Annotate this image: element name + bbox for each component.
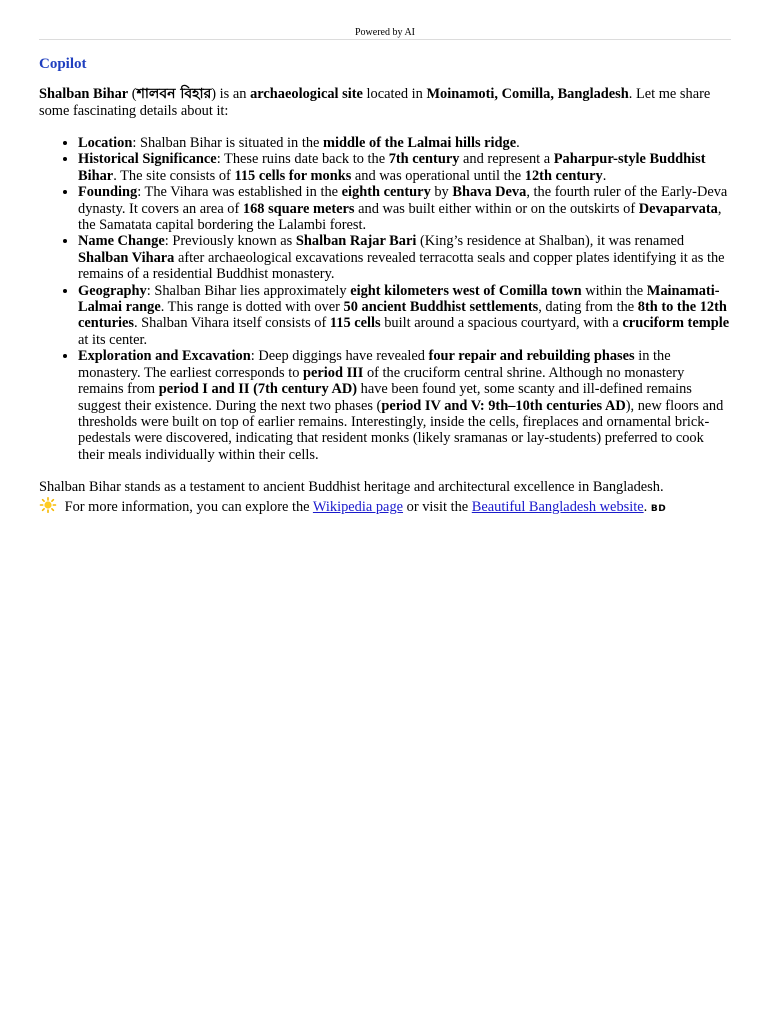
item-label: Name Change (78, 233, 165, 250)
item-text: in the monastery. The earliest corresponds to (78, 348, 671, 381)
item-bold: period IV and V: 9th–10th centuries AD (381, 397, 626, 414)
list-item-location (78, 135, 731, 151)
list-item-geography (78, 283, 731, 349)
intro-bold: Moinamoti, Comilla, Bangladesh (426, 86, 629, 102)
bangladesh-flag-icon: BD (650, 504, 667, 515)
intro-paragraph (39, 86, 731, 119)
item-bold: Bhava Deva (452, 184, 527, 201)
sun-icon (39, 497, 57, 513)
item-bold: Devaparvata (638, 200, 718, 217)
item-text: , dating from the (538, 299, 638, 316)
item-bold: 7th century (388, 151, 460, 168)
item-bold: 12th century (524, 167, 603, 184)
item-bold: Shalban Vihara (78, 249, 175, 266)
intro-text: ( (128, 86, 137, 102)
more-info-text: . (643, 499, 648, 516)
item-bold: Shalban Rajar Bari (295, 233, 417, 250)
item-text: . (516, 135, 520, 151)
item-bold: Paharpur-style Buddhist Bihar (78, 151, 706, 184)
more-info-text: or visit the (403, 499, 472, 516)
item-bold: cruciform temple (622, 315, 730, 332)
item-label: Exploration and Excavation (78, 348, 251, 365)
item-text: of the cruciform central shrine. Although no monastery remains from (78, 364, 685, 398)
wikipedia-link[interactable]: Wikipedia page (312, 499, 404, 516)
item-text: (King’s residence at Shalban), it was renamed (416, 233, 685, 250)
powered-by-label: Powered by AI (39, 0, 731, 40)
item-text: ), new floors and thresholds were built on top of earlier remains. Interestingly, inside the cells, fireplaces and ornamental brick-pedestals were discovered, indicating that resident monks (likely sramanas or lay-students) preferred to cook their meals individually within their cells. (78, 397, 724, 463)
item-text: : The Vihara was established in the (137, 184, 342, 201)
beautiful-bangladesh-link[interactable]: Beautiful Bangladesh website (471, 499, 644, 516)
list-item-historical-significance (78, 151, 731, 184)
item-bold: 168 square meters (242, 200, 355, 217)
item-text: and represent a (459, 151, 554, 168)
item-text: . (602, 167, 607, 184)
item-text: : Shalban Bihar lies approximately (146, 282, 351, 299)
item-label: Location (78, 135, 133, 151)
item-text: : Deep diggings have revealed (250, 348, 429, 365)
list-item-exploration (78, 348, 731, 463)
item-text: and was operational until the (351, 167, 525, 184)
list-item-name-change (78, 233, 731, 282)
item-text: , the Samatata capital bordering the Lalambi forest. (78, 200, 722, 234)
item-text: after archaeological excavations revealed terracotta seals and copper plates identifying it as the remains of a residential Buddhist monastery. (78, 249, 725, 283)
item-text: within the (581, 282, 647, 299)
more-info-line (39, 497, 731, 519)
item-text: : These ruins date back to the (216, 151, 389, 168)
item-bold: 50 ancient Buddhist settlements (343, 299, 539, 316)
item-bold: period III (303, 364, 364, 381)
item-text: have been found yet, some scanty and ill-defined remains suggest their existence. During the next two phases ( (78, 381, 692, 414)
item-bold: eighth century (341, 184, 431, 201)
item-label: Geography (78, 282, 147, 299)
item-bold: eight kilometers west of Comilla town (350, 282, 582, 299)
list-item-founding (78, 184, 731, 233)
item-label: Founding (78, 184, 138, 201)
item-bold: period I and II (7th century AD) (158, 381, 358, 398)
item-bold: middle of the Lalmai hills ridge (323, 135, 517, 151)
intro-text: ) is an (211, 86, 251, 102)
bengali-name: শালবন বিহার (136, 86, 212, 102)
item-text: : Previously known as (164, 233, 296, 250)
item-text: built around a spacious courtyard, with a (380, 315, 623, 332)
intro-text: . Let me share some fascinating details about it: (39, 86, 711, 119)
item-text: . Shalban Vihara itself consists of (133, 315, 330, 332)
item-bold: four repair and rebuilding phases (428, 348, 635, 365)
intro-bold: archaeological site (250, 86, 363, 102)
item-label: Historical Significance (78, 151, 217, 168)
item-bold: 115 cells (329, 315, 381, 332)
closing-paragraph (39, 478, 731, 519)
item-text: at its center. (78, 331, 148, 348)
item-text: . This range is dotted with over (160, 299, 344, 316)
closing-statement: Shalban Bihar stands as a testament to ancient Buddhist heritage and architectural excellence in Bangladesh. (39, 479, 664, 496)
details-list (39, 135, 731, 463)
item-text: . The site consists of (113, 167, 235, 184)
item-bold: 115 cells for monks (234, 167, 352, 184)
item-bold: Mainamati-Lalmai range (78, 282, 720, 316)
more-info-text: For more information, you can explore the (61, 499, 313, 516)
item-text: : Shalban Bihar is situated in the (132, 135, 324, 151)
intro-text: located in (362, 86, 427, 102)
item-text: and was built either within or on the outskirts of (354, 200, 639, 217)
item-text: by (430, 184, 453, 201)
page (39, 0, 731, 519)
response-heading: Copilot (39, 56, 87, 72)
intro-name: Shalban Bihar (39, 86, 129, 102)
item-text: , the fourth ruler of the Early-Deva dynasty. It covers an area of (78, 184, 728, 217)
item-bold: 8th to the 12th centuries (78, 299, 727, 332)
